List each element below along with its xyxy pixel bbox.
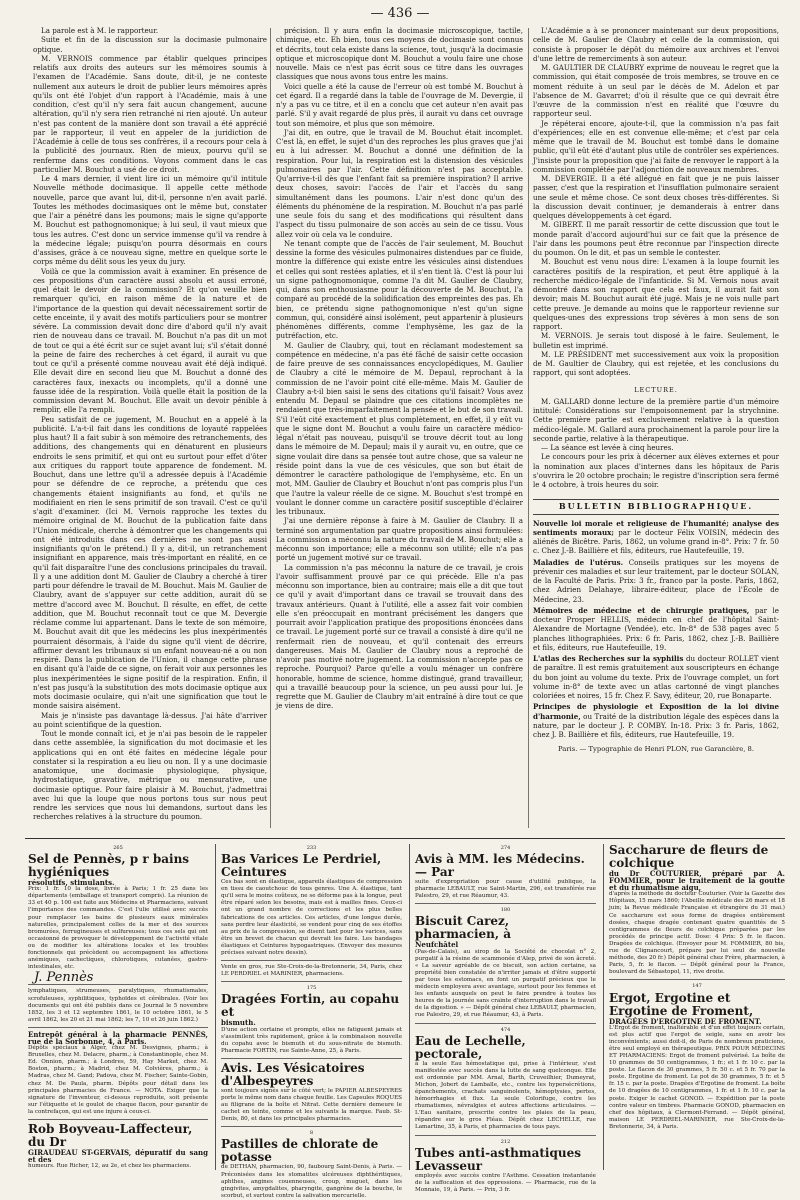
article-paragraph: Je répéterai encore, ajoute-t-il, que la commission n'a pas fait d'expériences; elle en est convenue elle-même; et c'est par cela même que le travail de M. Bouchut est tombé dans le domaine public, qu'il eût été d'autant plus utile de contrôler ses expériences. J'insiste pour la proposition que j'ai faite de renvoyer le rapport à la commission complétée par l'adjonction de nouveaux membres.	[533, 118, 779, 174]
ad-text: humeurs. Rue Richer, 12, au 2e, et chez les pharmaciens.	[28, 1163, 192, 1170]
advertisement	[221, 845, 402, 957]
ad-column-3	[415, 844, 596, 1193]
ad-number: 233	[306, 845, 317, 851]
article-paragraph: La commission n'a pas méconnu la nature de ce travail, je crois l'avoir suffisamment prouvé par ce qui précède. Elle n'a pas méconnu son importance, bien au contraire; mais elle a dit que tout ce qu'il y avait d'important dans ce travail se trouvait dans des travaux antérieurs. Quant à l'utilité, elle a assez fait voir combien elle s'en préoccupait en montrant précisément les dangers que pourrait avoir l'application pratique des propositions énoncées dans ce travail. Le jugement porté sur ce travail a consisté à dire qu'il ne renfermait rien de nouveau, et qu'il contenait des erreurs dangereuses. Mais M. Gaulier de Claubry nous a reproché de n'avoir pas motivé notre jugement. La commission n'accepte pas ce reproche. Pourquoi? Parce qu'elle a voulu ménager un confrère honorable, homme de science, homme distingué, grand travailleur, qui a travaillé beaucoup pour la science, un peu aussi pour lui. Je regrette que M. Gaulier de Claubry m'ait entraîné à dire tout ce que je viens de dire.	[276, 562, 523, 711]
section-heading-bibliography: BULLETIN BIBLIOGRAPHIQUE.	[533, 499, 779, 514]
ad-divider	[215, 844, 216, 1170]
signature-image: J. Pennès	[34, 970, 94, 986]
ad-title: Tubes anti-asthmatiques Levasseur	[415, 1145, 581, 1173]
ad-title: Ergot, Ergotine et Ergotine de Froment,	[609, 990, 754, 1018]
article-paragraph: M. DEVERGIE. Il a été allégué en fait que je ne puis laisser passer, c'est que la respiration et l'insufflation pulmonaire seraient une seule et même chose. Ce sont deux choses très-différentes. Si la discussion devait continuer, je demanderais à entrer dans quelques développements à cet égard.	[533, 174, 779, 220]
ad-text: suite d'expropriation pour cause d'utilité publique, la pharmacie LEBAULT, rue Saint-Martin, 296, est transférée rue Palestro, 29, et rue Réaumur, 43.	[415, 879, 596, 900]
ad-title: Pastilles de chlorate de potasse	[221, 1137, 379, 1165]
bibliography-title: Principes de physiologie et Exposition de la loi divine d'harmonie,	[533, 702, 779, 721]
article-paragraph: J'ai une dernière réponse à faire à M. Gaulier de Claubry. Il a terminé son argumentation par quatre propositions ainsi formulées: La commission a méconnu la nature du travail de M. Bouchut; elle a méconnu son importance; elle a méconnu son utilité; elle n'a pas porté un jugement motivé sur ce travail.	[276, 516, 523, 563]
article-paragraph: M. VERNOIS commence par établir quelques principes relatifs aux droits des auteurs sur les mémoires soumis à l'examen de l'Académie. Sans doute, dit-il, je ne conteste nullement aux auteurs le droit de publier leurs mémoires après qu'ils ont été l'objet d'un rapport à l'Académie, mais à une condition, c'est qu'il n'y sera fait aucun changement, aucune altération, qu'il n'y sera rien retranché ni rien ajouté. Un auteur n'est pas content de la manière dont son travail a été apprécié par le rapporteur, il veut en appeler de la juridiction de l'Académie à celle de tous ses confrères, il a recours pour cela à la publicité des journaux. Rien de mieux, pourvu qu'il se renferme dans ces conditions. Voyons comment dans le cas particulier M. Bouchut a usé de ce droit.	[33, 53, 267, 174]
ad-title: Avis à MM. les Médecins. — Par	[415, 852, 585, 880]
ad-title: Saccharure de fleurs de colchique	[609, 843, 769, 870]
ad-number: 265	[113, 845, 123, 851]
ad-column-1	[28, 844, 208, 1170]
advertisement	[221, 1130, 402, 1200]
advertisement	[415, 1027, 596, 1132]
article-paragraph: Tout le monde connaît ici, et je n'ai pas besoin de le rappeler dans cette assemblée, la signification du mot docimasie et les applications qui en ont été faites en médecine légale pour constater si la respiration a eu lieu ou non. Il y a une docimasie anatomique, une docimasie physiologique, physique, hydrostatique, gravative, métrique ou mensurative, une docimasie optique. Pour faire plaisir à M. Bouchut, j'admettrai avec lui que la loupe que nous portons tous sur nous peut rendre les services que nous lui demandons, surtout dans les recherches relatives à la structure du poumon.	[33, 729, 267, 822]
ad-subtitle: Entrepôt général à la pharmacie PENNÈS, rue de la Sorbonne, 4, à Paris.	[28, 1029, 208, 1046]
ad-title: Biscuit Carez, pharmacien, à	[415, 914, 512, 942]
ad-separator	[221, 960, 402, 961]
advertisement	[221, 1062, 402, 1123]
ad-text: sont toujours signés sur le côté vert; le PAPIER ALBESPEYRES porte le même nom dans chaque feuille. Les Capsules ROQUES au filigrane de la boîte et Nitrat. Cette dernière demeure le cachet en teinte, comme et les suivants la marque. Faub. St-Denis, 80, et dans les principales pharmacies.	[221, 1087, 402, 1123]
bibliography-details: par le docteur Prosper HELLIS, médecin en chef de l'hôpital Saint-Alexandre de Mortagne (Vendée), etc. In-8° de 538 pages avec 5 planches lithographiées. Prix: 6 fr. Paris, 1862, chez J.-B. Baillière et fils, éditeurs, rue Hautefeuille, 19.	[533, 605, 780, 652]
ad-text: employés avec succès contre l'Asthme. Cessation instantanée de la suffocation et des oppressions. — Pharmacie, rue de la Monnaie, 19, à Paris. — Prix, 3 fr.	[415, 1172, 596, 1193]
ad-subtitle: bismuth.	[221, 1018, 256, 1028]
article-paragraph: Voici quelle a été la cause de l'erreur où est tombé M. Bouchut à cet égard. Il a regardé dans la table de l'ouvrage de M. Devergie, il n'y a pas vu ce titre, et il en a conclu que cet auteur n'en avait pas parlé. S'il y avait regardé de plus près, il aurait vu dans cet ouvrage tout son mémoire, et plus que son mémoire.	[276, 81, 523, 128]
ad-number: 175	[306, 985, 317, 992]
article-paragraph: Peu satisfait de ce jugement, M. Bouchut en a appelé à la publicité. L'a-t-il fait dans les conditions de loyauté rappelées plus haut? Il a fait subir à son mémoire des retranchements, des additions, des changements qui en dénaturent en plusieurs endroits le sens primitif, et qui ont eu surtout pour effet d'ôter aux critiques du rapport toute apparence de fondement. M. Bouchut, dans une lettre qu'il a adressée depuis à l'Académie pour se défendre de ce reproche, a prétendu que ces changements étaient insignifiants au fond, et qu'ils ne modifiaient en rien le sens primitif de son travail. C'est ce qu'il s'agit d'examiner. (Ici M. Vernois rapproche les textes du mémoire original de M. Bouchut de la publication faite dans l'Union médicale, cherche à démontrer que les changements qui ont été introduits dans ces dernières ne sont pas aussi insignifiants qu'on le prétend.) Il y a, dit-il, un retranchement insignifiant en apparence, mais très-important en réalité, en ce qu'il fait disparaître l'une des conclusions principales du travail. Il y a une addition dont M. Gaulier de Claubry a cherché à tirer parti pour défendre le travail de M. Bouchut. Mais M. Gaulier de Claubry, avant de s'appuyer sur cette addition, aurait dû se mettre d'accord avec M. Bouchut. Il résulte, en effet, de cette addition, que M. Bouchut reconnaît tout ce que M. Devergie réclame comme lui appartenant. Dans le texte de son mémoire, M. Bouchut avait dit que les médecins les plus inexpérimentés pourraient désormais, à l'aide du signe qu'il vient de décrire, affirmer devant les tribunaux si un enfant nouveau-né a ou non respiré. Dans la publication de l'Union, il change cette phrase en disant qu'à l'aide de ce signe, on ferait voir aux personnes les plus inexpérimentées le signe positif de la respiration. Enfin, il n'est pas jusqu'à la substitution des mots docimasie optique aux mots docimasie oculaire, qui n'ait une signification que tout le monde saisira aisément.	[33, 414, 267, 711]
ad-subtitle: DRAGÉES D'ERGOTINE DE FROMENT.	[609, 1016, 762, 1026]
ad-separator	[28, 1027, 208, 1028]
article-paragraph: — La séance est levée à cinq heures.	[541, 443, 674, 452]
ad-title: Avis. Les Vésicatoires d'Albespeyres	[221, 1060, 365, 1088]
advertisement	[609, 983, 785, 1131]
ad-title: Bas Varices Le Perdriel, Ceintures	[221, 852, 382, 880]
article-paragraph: M. GIBERT. Il me paraît ressortir de cette discussion que tout le monde paraît d'accord aujourd'hui sur ce fait que la présence de l'air dans les poumons peut être reconnue par l'inspection directe du poumon. On le dit, et pas un semble le contester.	[533, 220, 779, 257]
article-paragraph: Le 4 mars dernier, il vient lire ici un mémoire qu'il intitule Nouvelle méthode docimasique. Il appelle cette méthode nouvelle, parce que avant lui, dit-il, personne n'en avait parlé. Toutes les méthodes docimasiques ont le même but, constater que l'air a pénétré dans les poumons; mais le signe qu'apporte M. Bouchut est pathognomonique; à lui seul, il vaut mieux que tous les autres. C'est donc un service immense qu'il va rendre à la médecine légale; puisqu'on pourra désormais en cours d'assises, grâce à ce nouveau signe, mettre en quelque sorte le corps même du délit sous les yeux du jury.	[33, 174, 267, 267]
section-heading-lecture: LECTURE.	[634, 385, 678, 394]
article-paragraph: M. VERNOIS. Je serais tout disposé à le faire. Seulement, le bulletin est imprimé.	[533, 331, 779, 350]
ad-column-2	[221, 844, 402, 1199]
bibliography-details: par le docteur Félix VOISIN, médecin des aliénés de Bicêtre. Paris, 1862, un volume grand in-8°. Prix: 7 fr. 50 c. Chez J.-B. Baillière et fils, éditeurs, rue Hautefeuille, 19.	[533, 527, 780, 556]
bibliography-entry	[533, 654, 779, 700]
ad-text: à la seule Eau hémostatique qui, prise à l'intérieur, s'est manifestée avec succès dans la lutte de sang quelconque. Elle est ordonnée par MM. Arnal, Barth, Cruveilhier, Dumeyrat, Michon, Jobert de Lamballe, etc., contre les hypersécrétions, épanchements, crachats sanguinolents, hémoptysies, pertes, hémorrhagies et flux. La seule Colorifuge, contre les rhumatismes, névralgies et autres affections articulaires. — L'Eau sanitaire, prescrite contre les plaies de la peau, répandre sur le gros Fléau. Dépôt chez LECHELLE, rue Lamartine, 35, à Paris, et pharmacies de tous pays.	[415, 1060, 596, 1131]
advertisement	[28, 988, 208, 1023]
ad-separator	[221, 981, 402, 982]
ad-title: Dragées Fortin, au copahu et	[221, 992, 400, 1020]
advertisement	[415, 1139, 596, 1194]
ad-title: Sel de Pennès, p r bains hygiéniques	[28, 852, 190, 880]
article-column-2	[276, 26, 523, 836]
page-number: — 436 —	[370, 6, 430, 21]
ad-text: Dépôts spéciaux à Alger, chez M. Desvignes, pharm.; à Bruxelles, chez M. Delacre, pharm.; à Constantinople, chez M. Ed. Onnion, pharm.; à Londres, 59, Hay Market, chez M. Boston, pharm.; à Madrid, chez M. Colvières, pharm.; à Madras, chez M. Gand; Padova, chez M. Fischer; Sainte-Gobin, chez M. De Paula, pharm. Dépôts pour détail dans les principales pharmacies de France. — NOTA. Exiger que la signature de l'inventeur, ci-dessus reproduite, soit présente sur l'étiquette et le goulot de chaque flacon, pour garantir de la contrefaçon, qui est une injure à ceux-ci.	[28, 1045, 208, 1115]
ad-number: 212	[500, 1138, 511, 1145]
ad-separator	[415, 903, 596, 904]
article-paragraph: J'ai dit, en outre, que le travail de M. Bouchut était incomplet. C'est là, en effet, le sujet d'un des reproches les plus graves que j'ai eu à lui adresser. M. Bouchut a donné une définition de la respiration. Pour lui, la respiration est la distension des vésicules pulmonaires par l'air. Cette définition n'est pas acceptable. Qu'arrive-t-il dès que l'enfant fait sa première inspiration? Il arrive deux choses, savoir: l'accès de l'air et l'accès du sang simultanément dans les poumons. L'air n'est donc qu'un des éléments du phénomène de la respiration. M. Bouchut n'a pas parlé une seule fois du sang et des modifications qui résultent dans l'aspect du tissu pulmonaire de son accès au sein de ce tissu. Vous allez voir où cela va le conduire.	[276, 127, 523, 239]
bibliography-entry	[533, 519, 779, 556]
article-column-1	[33, 26, 267, 836]
ad-subtitle: résolutifs, stimulants.	[28, 878, 115, 888]
bibliography-details: Conseils pratiques sur les moyens de prévenir ces maladies et sur leur traitement, par le docteur SOLAN, de la Faculté de Paris. Prix: 3 fr., franco par la poste. Paris, 1862, chez Adrien Delahaye, libraire-éditeur, place de l'École de Médecine, 23.	[533, 557, 779, 604]
ad-separator	[415, 1023, 596, 1024]
bibliography-details: du docteur ROLLET vient de paraître. Il est remis gratuitement aux souscripteurs en échange du bon joint au volume du texte. Prix de l'ouvrage complet, un fort volume in-8° de texte avec un atlas cartonné de vingt planches coloriées et noires, 15 fr. Chez F. Savy, éditeur, 20, rue Bonaparte.	[533, 654, 779, 700]
bibliography-title: Nouvelle loi morale et religieuse de l'humanité; analyse des sentiments moraux;	[533, 518, 779, 537]
ad-separator	[609, 979, 785, 980]
bibliography-entry	[533, 558, 779, 604]
ad-number: 474	[500, 1026, 511, 1033]
ad-text: D'une action certaine et prompte, elles ne fatiguent jamais et s'assimilent très rapidement, grâce à la combinaison nouvelle du copahu avec le bismuth et du sous-nitrate de bismuth. Pharmacie FORTIN, rue Sainte-Anne, 25, à Paris.	[221, 1026, 402, 1054]
ad-number: 180	[500, 907, 511, 914]
ad-title: Eau de Lechelle, pectorale,	[415, 1033, 526, 1061]
ads-top-rule	[25, 838, 785, 839]
article-paragraph: Suite et fin de la discussion sur la docimasie pulmonaire optique.	[33, 35, 267, 54]
advertisement	[415, 845, 596, 900]
ad-number: 274	[500, 845, 511, 851]
bibliography-title: L'atlas des Recherches sur la syphilis	[533, 654, 684, 663]
advertisement	[28, 1031, 208, 1116]
ad-number: 147	[692, 983, 702, 990]
ad-subtitle: Neufchâtel	[415, 940, 459, 950]
ad-title: Rob Boyveau-Laffecteur, du Dr	[28, 1122, 193, 1149]
ad-separator	[28, 1119, 208, 1120]
article-paragraph: précision. Il y aura enfin la docimasie microscopique, tactile, chimique, etc. Eh bien, tous ces moyens de docimasie sont connus et décrits, tout cela existe dans la science, tout, jusqu'à la docimasie optique et microscopique dont M. Bouchut a voulu faire une chose nouvelle. Mais ce n'est pas écrit sous ce titre dans les ouvrages classiques que nous avons tous entre les mains.	[276, 26, 523, 82]
ad-separator	[415, 1135, 596, 1136]
ad-text: Prix: 1 fr. 10 la dose, livrée à Paris; 1 fr. 25 dans les départements (emballage et transport compris). La réunion de 33 et 40 p. 100 est faite aux Médecins et Pharmaciens, suivant l'importance des commandes. C'est l'ulie utilisé avec succès pour remplacer les bains de plusieurs eaux minérales naturelles, principalement celles de la mer et des sources bromurées, ferrugineuses et sulfureuses; tous ces sels qui ont occasionné de provoquer le développement de l'activité vitale ou de modifier les altérations locales et les troubles fonctionnels qui précèdent ou accompagnent les affections anémiques, cachectiques, chlorotiques, cutanées, gastro-intestinales, etc.	[28, 886, 208, 971]
advertisements	[28, 843, 785, 1199]
article-paragraph: M. Gaulier de Claubry, qui, tout en réclamant modestement sa compétence en médecine, n'a pas été fâché de saisir cette occasion de faire preuve de ses connaissances encyclopédiques, M. Gaulier de Claubry a cité le mémoire de M. Depaul, reprochant à la commission de ne l'avoir point cité elle-même. Mais M. Gaulier de Claubry a-t-il bien saisi le sens des citations qu'il faisait? Vous avez entendu M. Depaul se plaindre que ces citations incomplètes ne rendaient que très-imparfaitement la pensée et le but de son travail. S'il l'eût cité exactement et plus complètement, en effet, il y eût vu que le signe dont M. Bouchut a voulu faire un caractère médico-légal n'était pas nouveau, puisqu'il se trouve décrit tout au long dans le mémoire de M. Depaul; mais il y aurait vu, en outre, que ce signe voulait dire dans sa pensée tout autre chose, que sa valeur ne réside point dans la vue de ces vésicules, que son but était de démontrer le caractère pathologique de l'emphysème, etc. En un mot, MM. Gaulier de Claubry et Bouchut n'ont pas compris plus l'un que l'autre la valeur réelle de ce signe. M. Bouchut s'est trompé en voulant le donner comme un caractère positif susceptible d'éclairer les tribunaux.	[276, 340, 523, 516]
advertisement	[221, 985, 402, 1055]
column-divider	[528, 28, 529, 828]
article-paragraph: M. GAULTIER DE CLAUBRY exprime de nouveau le regret que la commission, qui était composée de trois membres, se trouve en ce moment réduite à un seul par le décès de M. Adelon et par l'absence de M. Gavarret; d'où il résulte que ce qui devrait être l'œuvre de la commission n'est en réalité que l'œuvre du rapporteur seul.	[533, 63, 779, 119]
ad-text: Vente en gros, rue Ste-Croix-de-la-Bretonnerie, 34, Paris, chez LE PERDRIEL et MARINIER, pharmaciens.	[221, 964, 402, 978]
ad-text: d'après la méthode du docteur Couturier. (Voir la Gazette des Hôpitaux, 15 mars 1860; l'Abeille médicale des 26 mars et 18 juin; la Revue médicale Française et étrangère du 31 mai.) Ce saccharure est sous forme de dragées entièrement dosées, chaque dragée contenant quatre quantités de 5 centigrammes de fleurs de colchique préparées par les procédés de principe actif. Dose: 4 Prix: 5 fr. le flacon. Dragées de colchique. (Envoyer pour M. FOMMIER, 80 bis, rue de Clignancourt, prépare par lui seul de nouvelle méthode, des 20 fr.) Dépôt général chez Frère, pharmacien, à Paris, 5, fr. le flacon. — Dépôt général pour la France, boulevard de Sébastopol, 11, rive droite.	[609, 891, 785, 976]
article-paragraph: M. LE PRÉSIDENT met successivement aux voix la proposition de M. Gaultier de Claubry, qui est rejetée, et les conclusions du rapport, qui sont adoptées.	[533, 349, 779, 378]
ad-divider	[409, 844, 410, 1170]
article-column-3	[533, 26, 779, 836]
article-paragraph: Voilà ce que la commission avait à examiner. En présence de ces propositions d'un caractère aussi absolu et aussi erroné, quel était le devoir de la commission? Et qu'on veuille bien remarquer qu'ici, en raison même de la nature et de l'importance de la question qui devait nécessairement sortir de cette enceinte, il y avait des motifs particuliers pour se montrer sévère. La commission devait donc dire d'abord qu'il n'y avait rien de nouveau dans ce travail. M. Bouchut n'a pas dit un mot de tout ce qui a été écrit sur ce sujet avant lui; s'il s'était donné la peine de faire des recherches à cet égard, il aurait vu que tout ce qu'il a présenté comme nouveau avait été déjà indiqué. Elle devait dire en second lieu que M. Bouchut a donné des caractères faux, inexacts ou incomplets, qu'il a donné une fausse idée de la respiration. Voilà quelle était la position de la commission devant M. Bouchut. Elle avait un devoir pénible à remplir, elle l'a rempli.	[33, 266, 267, 415]
bibliography-title: Mémoires de médecine et de chirurgie pratiques,	[533, 605, 750, 615]
bibliography-details: ou Traité de la distribution légale des espèces dans la nature, par le docteur J. P. COMBY. In-18. Prix: 3 fr. Paris, 1862, chez J. B. Baillière et fils, éditeurs, rue Hautefeuille, 19.	[533, 711, 779, 739]
article-paragraph: Le concours pour les prix à décerner aux élèves externes et pour la nomination aux places d'internes dans les hôpitaux de Paris s'ouvrira le 20 octobre prochain; le registre d'inscription sera fermé le 4 octobre, à trois heures du soir.	[533, 452, 779, 489]
article-paragraph: Mais je n'insiste pas davantage là-dessus. J'ai hâte d'arriver au point scientifique de la question.	[33, 710, 267, 729]
ad-separator	[221, 1126, 402, 1127]
bibliography-entry	[533, 606, 779, 652]
ad-subtitle: GIRAUDEAU ST-GERVAIS, dépuratif du sang et des	[28, 1148, 208, 1165]
bibliography-entry	[533, 702, 779, 739]
advertisement	[28, 1123, 208, 1170]
ad-column-4	[609, 844, 785, 1170]
ad-divider	[603, 844, 604, 1170]
article-paragraph: La parole est à M. le rapporteur.	[41, 26, 159, 35]
ad-number: 8	[309, 1130, 314, 1137]
ad-text: (Pas-de-Calais), au sirop de la Société de chocolat n° 2, purgatif à la résine de scammonée d'Alep, privé de son âcreté. « La saveur agréable de ce biscuit, son action certaine, sa propriété bien constatée de n'irriter jamais et d'être supporté par tous les estomacs, en font un purgatif précieux que le médecin employera avec avantage, surtout pour les femmes et les enfants auxquels on peut le faire prendre à toutes les heures de la journée sans crainte d'interruption dans le travail de la digestion. » — Dépôt général chez LEBAULT, pharmacien, rue Palestro, 29, et rue Réaumur, 43, à Paris.	[415, 948, 596, 1019]
ad-subtitle: du Dr COUTURIER, préparé par A. FOMMIER, pour le traitement de la goutte et du rhumatisme aigu,	[609, 869, 785, 893]
article-paragraph: Ne tenant compte que de l'accès de l'air seulement, M. Bouchut dessine la forme des vésicules pulmonaires distendues par ce fluide, montre la différence qui existe entre les vésicules ainsi distendues et celles qui sont restées aplaties, et il s'en tient là. C'est là pour lui un signe pathognomonique, comme l'a dit M. Gaulier de Claubry, qui, dans son enthousiasme pour la découverte de M. Bouchut, l'a comparé au procédé de la solidification des empreintes des pas. Eh bien, ce prétendu signe pathognomonique n'est qu'un signe commun, qui, considéré ainsi isolément, peut appartenir à plusieurs phénomènes différents, comme l'emphysème, les gaz de la putréfaction, etc.	[276, 238, 523, 341]
advertisement	[221, 964, 402, 978]
ad-text: Ces bas sont en élastique, appareils élastiques de compression en tissu de caoutchouc de tous genres. Une A. élastique, tant qu'il sera le moins coûteux, ne se déforme pas à la longue, peut être réparé selon les besoins, mais est à mailles fines. Ceux-ci ont un grand nombre de corrections et les plus belles fabrications de ces articles. Ces articles, d'une longue durée, sans perdre leur élasticité, se vendent pour cinq de ses étoffes au prix de la compression, se disent tant pour les varices, sans être un brevet de chacun qui devrait les faire. Les bandages élastiques et Ceintures hypogastriques. (Envoyer des mesures précises suivant notre dessin).	[221, 879, 402, 957]
column-divider	[270, 28, 271, 828]
ad-text: L'Ergot de froment, inaltérable et d'un effet toujours certain, est plus actif que l'ergot de seigle, sans en avoir les inconvénients; aussi doit-il, de Paris de nombreux praticiens, être seul employé en thérapeutique. PRIX POUR MÉDECINS ET PHARMACIENS: Ergot de froment pulvérisé. La boîte de 10 grammes de 50 centigrammes, 1 fr.; et 1 fr. 10 c. par la poste. Le flacon de 30 grammes, 5 fr. 50 c. et 5 fr. 70 par la poste. Ergotine de froment. Le pot de 30 grammes, 5 fr. et 5 fr. 15 c. par la poste. Dragées d'Ergotine de froment. La boîte de 10 dragées de 10 centigrammes, 1 fr. et 1 fr. 10 c. par la poste. Exiger le cachet GONOD. — Expédition par la poste contre valeur en timbres. Pharmacie GONOD, pharmacien en chef des hôpitaux, à Clermont-Ferrand. — Dépôt général, maison LE PERDRIEL-MARINIER, rue Ste-Croix-de-la-Bretonnerie, 34, à Paris.	[609, 1024, 785, 1130]
article-paragraph: M. GALLARD donne lecture de la première partie d'un mémoire intitulé: Considérations sur l'empoisonnement par la strychnine. Cette première partie est exclusivement relative à la question médico-légale. M. Gallard aura prochainement la parole pour lire la seconde partie, relative à la thérapeutique.	[533, 396, 779, 443]
advertisement	[415, 907, 596, 1019]
advertisement	[28, 845, 208, 971]
ad-text: lymphatiques, strumeuses, paralytiques, rhumatismales, scrofuleuses, syphilitiques, typhoïdes et cérébrales. (Voir les documents qui ont été publiés dans ce Journal le 5 novembre 1852, les 3 et 12 septembre 1861, le 10 octobre 1861, le 5 avril 1862, les 20 et 21 mai 1862; les 7, 10 et 26 juin 1862.)	[28, 988, 208, 1023]
ad-text: de DETHAN, pharmacien, 90, faubourg Saint-Denis, à Paris. — Préconisées dans les stomatites ulcéreuses diphthéritiques, aphthes, angines couenneuses, croup, muguet, dans les gingivites, amygdalites, pharyngite, gangrène de la bouche, le scorbut, et surtout contre la salivation mercurielle.	[221, 1164, 402, 1199]
article-paragraph: L'Académie a à se prononcer maintenant sur deux propositions, celle de M. Gaulier de Claubry et celle de la commission, qui consiste à proposer le dépôt du mémoire aux archives et l'envoi d'une lettre de remerciments à son auteur.	[533, 26, 779, 63]
article-paragraph: M. Bouchut est venu nous dire: L'examen à la loupe fournit les caractères positifs de la respiration, et peut être appliqué à la recherche médico-légale de l'infanticide. Si M. Vernois nous avait démontré dans son rapport que cela est faux, il aurait fait son devoir; mais M. Bouchut aurait été jugé. Mais je ne vois nulle part cette preuve. Je demande au moins que le rapporteur revienne sur quelques-unes des expressions trop sévères à mon sens de son rapport.	[533, 257, 779, 331]
ad-separator	[221, 1058, 402, 1059]
advertisement	[609, 844, 785, 976]
bibliography-title: Maladies de l'utérus.	[533, 557, 624, 567]
printer-imprint: Paris. — Typographie de Henri PLON, rue Garancière, 8.	[557, 745, 755, 754]
